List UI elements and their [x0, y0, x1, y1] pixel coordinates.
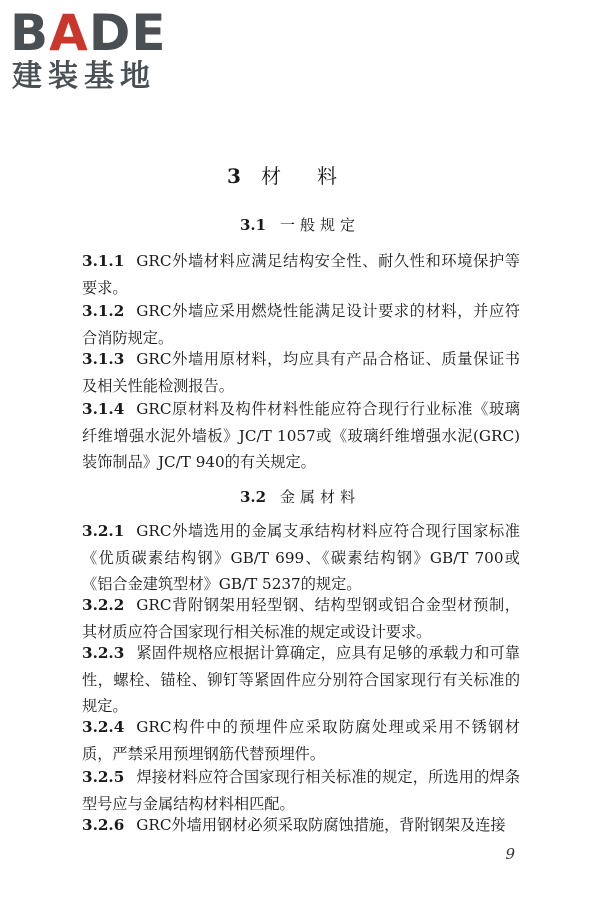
section-number: 3.2 — [239, 488, 267, 506]
clause-text: GRC构件中的预埋件应采取防腐处理或采用不锈钢材质，严禁采用预埋钢筋代替预埋件。 — [82, 718, 520, 763]
clause — [82, 812, 520, 839]
clause-text: GRC外墙用钢材必须采取防腐蚀措施，背附钢架及连接 — [136, 816, 506, 834]
clause-text: GRC外墙材料应满足结构安全性、耐久性和环境保护等要求。 — [82, 252, 520, 297]
logo-chinese-text: 建装基地 — [12, 59, 156, 94]
clause-text: 焊接材料应符合国家现行相关标准的规定，所选用的焊条型号应与金属结构材料相匹配。 — [82, 768, 520, 813]
clause-text: GRC外墙选用的金属支承结构材料应符合现行国家标准《优质碳素结构钢》GB/T 699、《碳素结构钢》GB/T 700或《铝合金建筑型材》GB/T 5237的规定。 — [82, 522, 520, 593]
clause-text: GRC外墙用原材料，均应具有产品合格证、质量保证书及相关性能检测报告。 — [82, 350, 520, 395]
clause — [82, 764, 520, 817]
clause-number: 3.2.1 — [82, 522, 125, 540]
clause — [82, 396, 520, 476]
clause-number: 3.1.1 — [82, 252, 125, 270]
section-title — [0, 486, 600, 507]
clause-text: 紧固件规格应根据计算确定，应具有足够的承载力和可靠性，螺栓、锚栓、铆钉等紧固件应分别符合国家现行有关标准的规定。 — [82, 644, 520, 715]
clause-number: 3.1.4 — [82, 400, 125, 418]
section-title-text: 一般规定 — [280, 216, 361, 234]
clause — [82, 592, 520, 645]
clause — [82, 248, 520, 301]
clause-number: 3.1.3 — [82, 350, 125, 368]
logo-wordmark: BADE — [10, 4, 167, 62]
clause — [82, 346, 520, 399]
clause-number: 3.1.2 — [82, 302, 125, 320]
clause-number: 3.2.2 — [82, 596, 125, 614]
clause-text: GRC背附钢架用轻型钢、结构型钢或铝合金型材预制，其材质应符合国家现行相关标准的规定或设计要求。 — [82, 596, 520, 641]
chapter-number: 3 — [227, 164, 243, 188]
section-title — [0, 214, 600, 235]
clause-number: 3.2.4 — [82, 718, 125, 736]
clause-number: 3.2.5 — [82, 768, 125, 786]
chapter-title — [0, 160, 600, 189]
clause — [82, 298, 520, 351]
chapter-title-text: 材料 — [260, 164, 373, 188]
clause — [82, 714, 520, 767]
clause-number: 3.2.6 — [82, 816, 125, 834]
clause-text: GRC原材料及构件材料性能应符合现行行业标准《玻璃纤维增强水泥外墙板》JC/T 1057或《玻璃纤维增强水泥(GRC)装饰制品》JC/T 940的有关规定。 — [82, 400, 520, 471]
section-title-text: 金属材料 — [280, 488, 361, 506]
clause-number: 3.2.3 — [82, 644, 125, 662]
clause-text: GRC外墙应采用燃烧性能满足设计要求的材料，并应符合消防规定。 — [82, 302, 520, 347]
clause — [82, 640, 520, 720]
clause — [82, 518, 520, 598]
bade-logo — [8, 6, 178, 96]
page-number: 9 — [505, 845, 515, 863]
section-number: 3.1 — [239, 216, 267, 234]
